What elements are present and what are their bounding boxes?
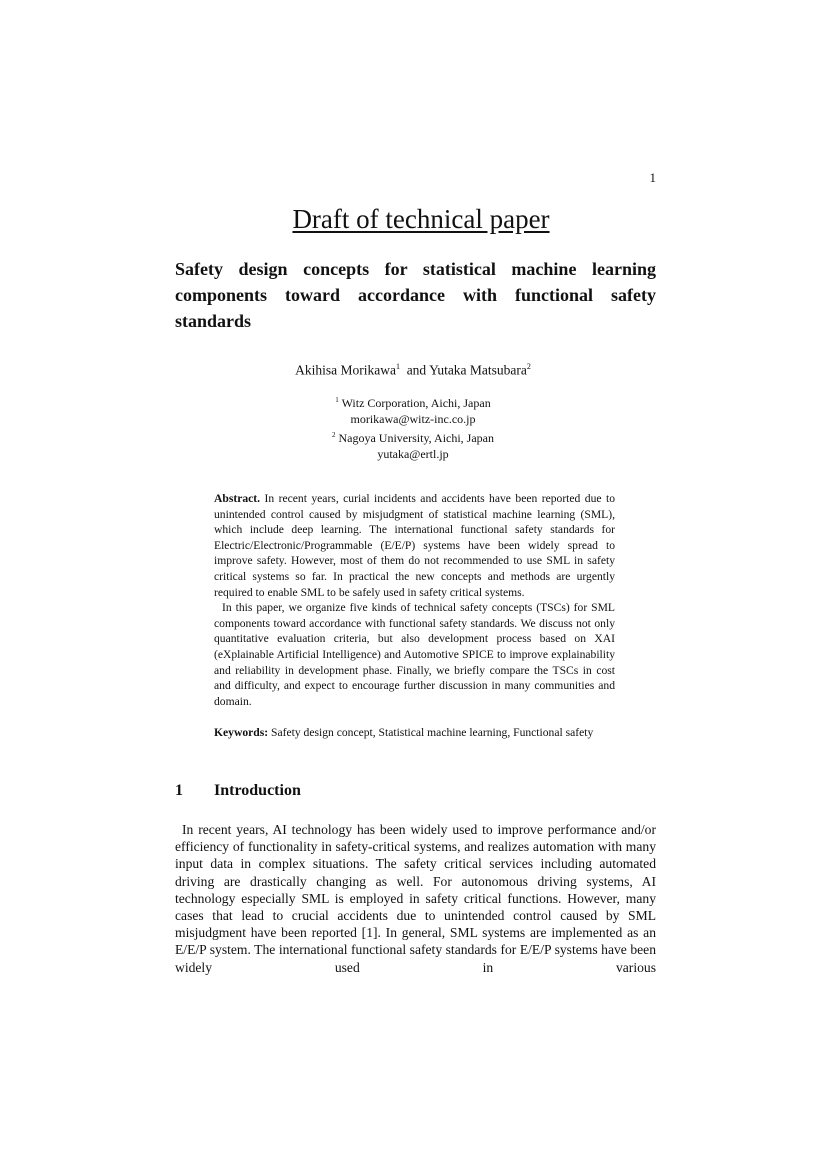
affiliation-marker: 1	[395, 362, 400, 371]
author-name: Akihisa Morikawa	[295, 362, 396, 378]
abstract-paragraph: In this paper, we organize five kinds of technical safety concepts (TSCs) for SML components toward accordance with functional safety standards. We discuss not only quantitative evaluation criteria, but also development process based on XAI (eXplainable Artificial Intelligence) and Automotive SPICE to improve explainability and reliability in development phase. Finally, we briefly compare the TSCs in cost and difficulty, and expect to encourage further discussion in many communities and domain.	[214, 601, 615, 708]
affiliation-line	[0, 392, 826, 411]
affiliation-line	[0, 427, 826, 446]
author-email: yutaka@ertl.jp	[377, 447, 449, 461]
author-email: morikawa@witz-inc.co.jp	[350, 412, 476, 426]
abstract-paragraph	[214, 491, 615, 600]
affiliations	[0, 392, 826, 462]
affiliation-org: Witz Corporation, Aichi, Japan	[341, 396, 491, 410]
affiliation-marker: 2	[526, 362, 531, 371]
intro-paragraph: In recent years, AI technology has been widely used to improve performance and/or efficiency of functionality in safety-critical systems, and realizes automation with many input data in complex situations. The safety critical services including automated driving are drastically changing as well. For autonomous driving systems, AI technology especially SML is employed in safety critical functions. However, many cases that lead to crucial accidents due to unintended control caused by SML misjudgment have been reported [1]. In general, SML systems are implemented as an E/E/P system. The international functional safety standards for E/E/P systems have been widely used in various	[175, 822, 656, 975]
keywords-label: Keywords:	[214, 726, 269, 739]
abstract-text: In recent years, curial incidents and accidents have been reported due to unintended control caused by misjudgment of statistical machine learning (SML), which include deep learning. The international functional safety standards for Electric/Electronic/Programmable (E/E/P) systems have been widely spread to improve safety. However, most of them do not recommended to use SML in safety critical systems so far. In practical the new concepts and methods are urgently required to enable SML to be safely used in safety critical systems.	[214, 492, 615, 599]
page-number: 1	[649, 170, 656, 185]
keywords-text: Safety design concept, Statistical machine learning, Functional safety	[271, 726, 594, 739]
paper-title: Safety design concepts for statistical machine learning components toward accordance with functional safety standards	[175, 259, 656, 331]
draft-title: Draft of technical paper	[292, 204, 550, 234]
affiliation-org: Nagoya University, Aichi, Japan	[338, 431, 495, 445]
author-connector: and	[406, 362, 427, 378]
section-number: 1	[175, 782, 183, 799]
author-name: Yutaka Matsubara	[429, 362, 527, 378]
author-line	[0, 362, 826, 379]
abstract	[214, 491, 615, 709]
affiliation-marker: 2	[331, 431, 336, 439]
abstract-label: Abstract.	[214, 492, 261, 505]
section-heading	[175, 782, 301, 800]
affiliation-marker: 1	[335, 396, 339, 404]
keywords	[214, 725, 615, 741]
section-title: Introduction	[214, 782, 301, 799]
